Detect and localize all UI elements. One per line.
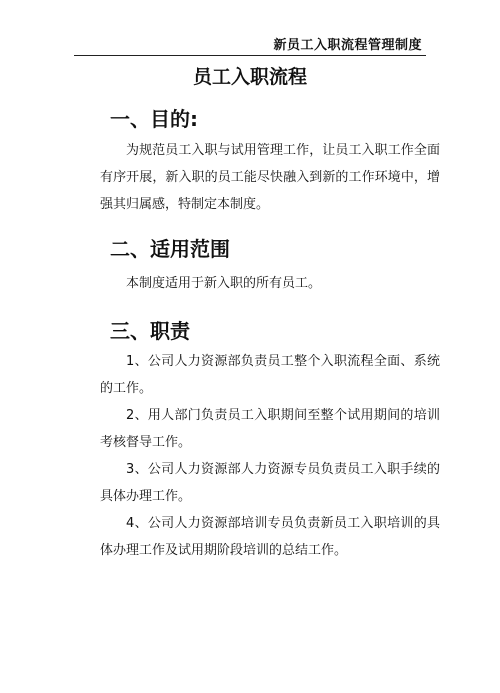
section-heading-duties: 三、职责 bbox=[110, 319, 190, 343]
duty-item-2: 2、用人部门负责员工入职期间至整个试用期间的培训考核督导工作。 bbox=[100, 408, 440, 450]
section-heading-purpose: 一、目的: bbox=[110, 107, 198, 131]
section-heading-scope: 二、适用范围 bbox=[110, 237, 230, 261]
duty-item-4: 4、公司人力资源部培训专员负责新员工入职培训的具体办理工作及试用期阶段培训的总结工作。 bbox=[100, 516, 440, 558]
section-scope-paragraph: 本制度适用于新入职的所有员工。 bbox=[126, 276, 322, 291]
document-title: 员工入职流程 bbox=[192, 66, 307, 88]
duty-item-1: 1、公司人力资源部负责员工整个入职流程全面、系统的工作。 bbox=[100, 354, 440, 396]
header-title: 新员工入职流程管理制度 bbox=[273, 38, 422, 53]
duty-item-3: 3、公司人力资源部人力资源专员负责员工入职手续的具体办理工作。 bbox=[100, 462, 440, 504]
header-divider bbox=[74, 55, 426, 56]
section-purpose-paragraph: 为规范员工入职与试用管理工作，让员工入职工作全面有序开展，新入职的员工能尽快融入到新的工作环境中，增强其归属感，特制定本制度。 bbox=[100, 143, 440, 212]
